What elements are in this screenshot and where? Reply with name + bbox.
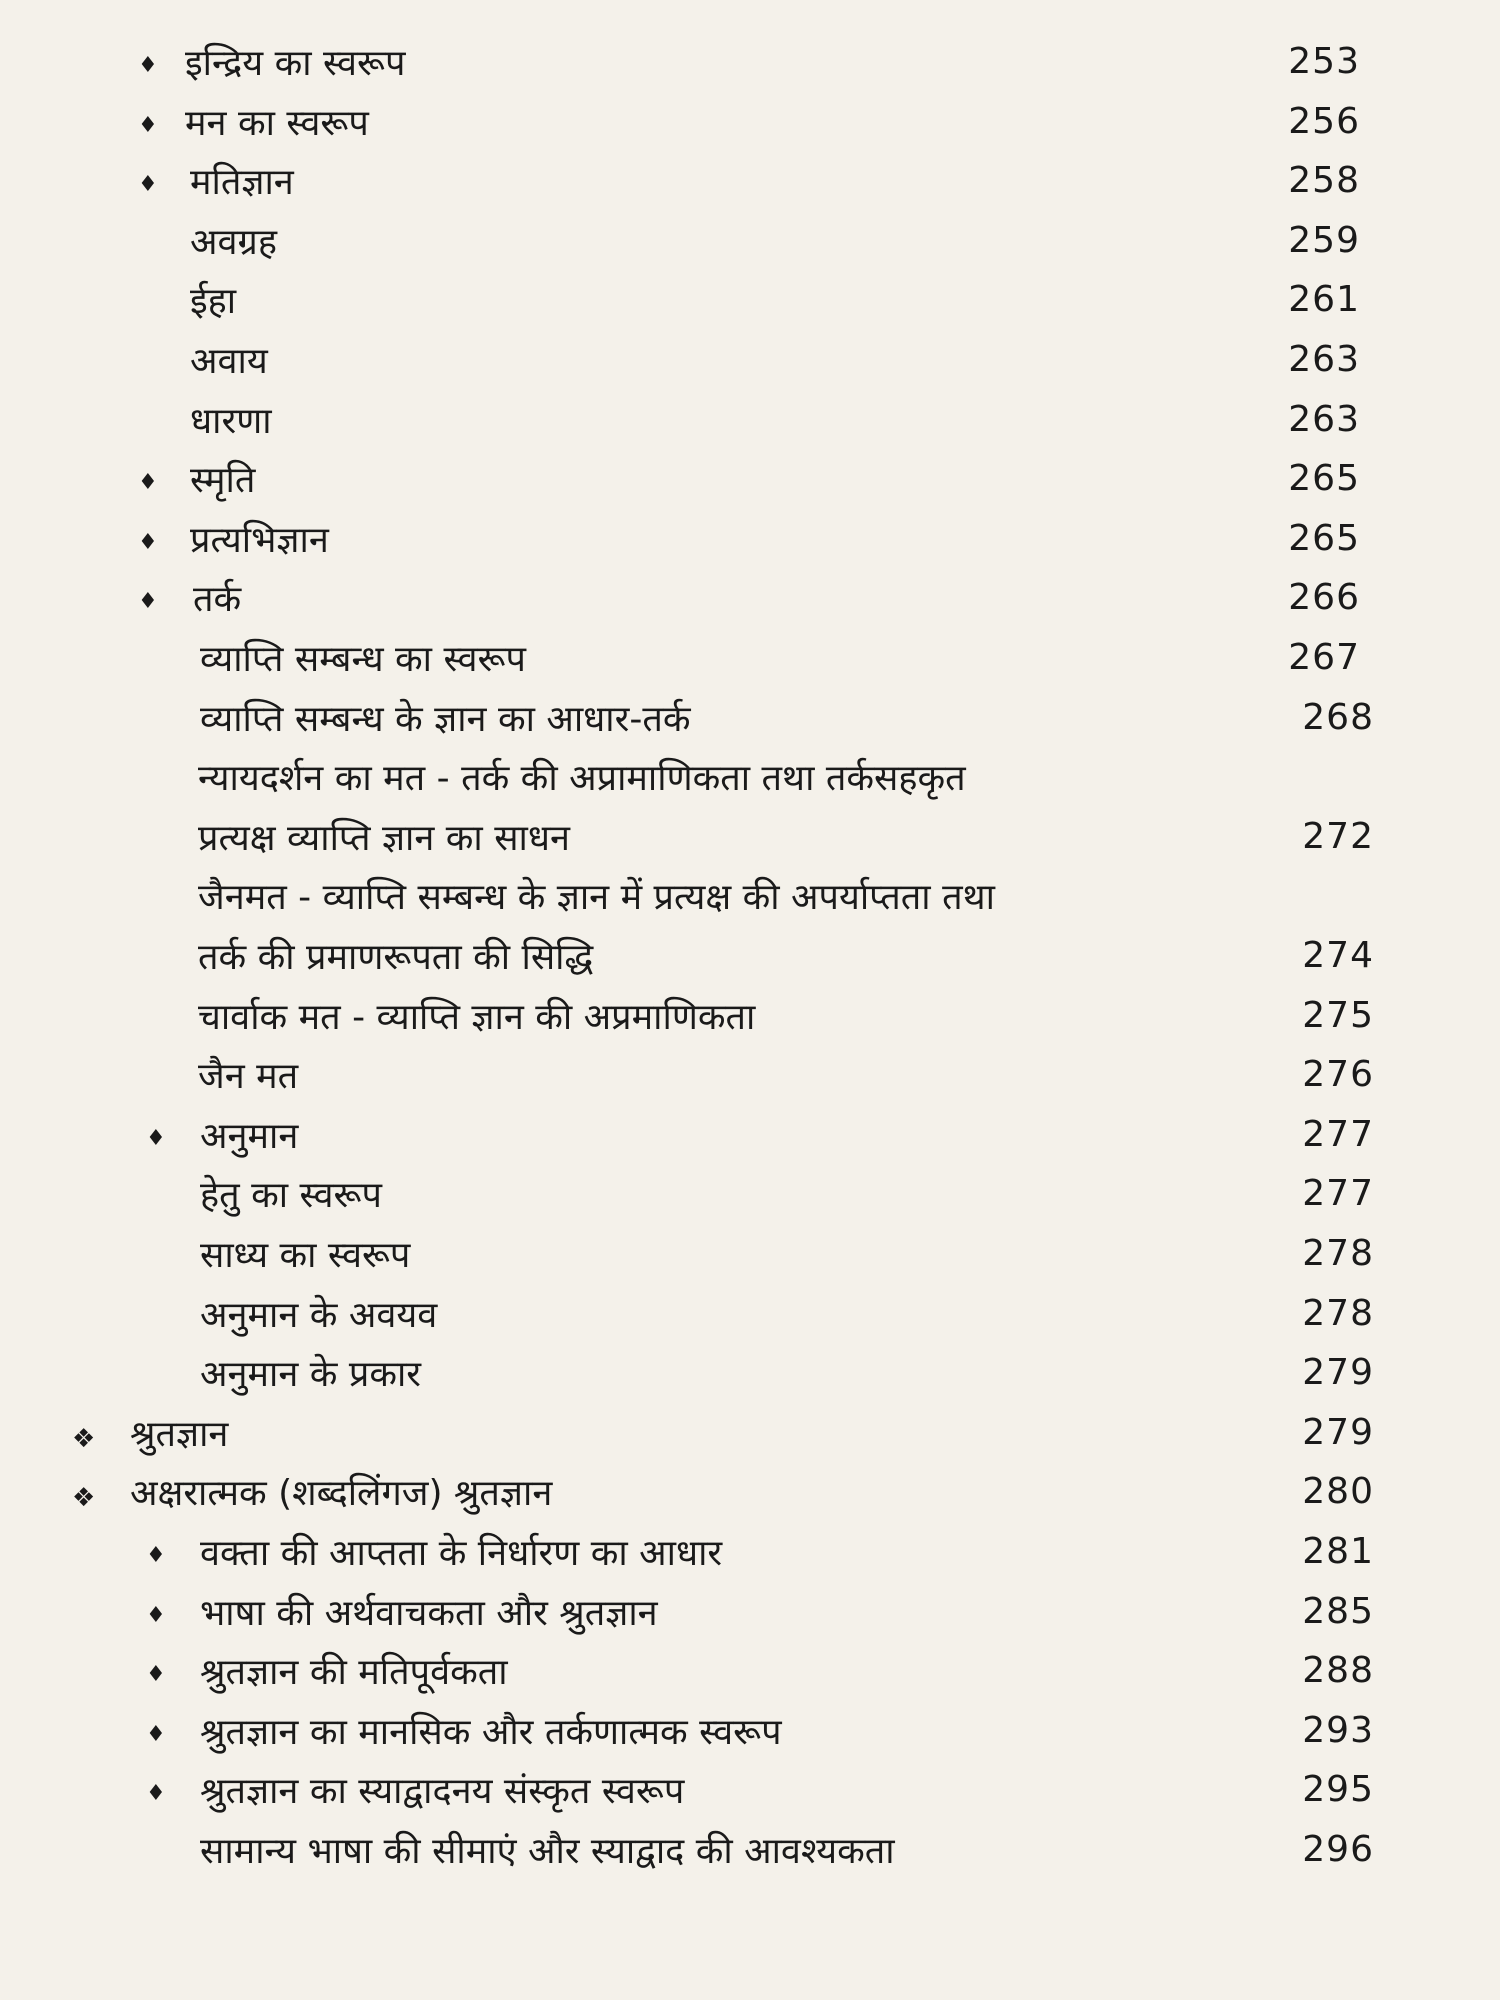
toc-entry-page-number: 276 xyxy=(1302,1054,1374,1096)
toc-entry[interactable] xyxy=(0,696,1500,756)
toc-entry-page-number: 279 xyxy=(1302,1411,1374,1453)
toc-entry-page-number: 296 xyxy=(1302,1829,1374,1870)
toc-entry-page-number: 293 xyxy=(1302,1709,1374,1751)
toc-entry-title: व्याप्ति सम्बन्ध के ज्ञान का आधार-तर्क xyxy=(200,698,691,740)
toc-entry-title: साध्य का स्वरूप xyxy=(200,1235,411,1276)
fancy-bullet-icon: ❖ xyxy=(72,1483,96,1514)
toc-entry[interactable] xyxy=(0,398,1500,458)
diamond-bullet-icon: ♦ xyxy=(138,529,158,555)
toc-entry-title: श्रुतज्ञान का स्याद्वादनय संस्कृत स्वरूप xyxy=(200,1771,685,1813)
toc-entry-title: अनुमान के अवयव xyxy=(200,1294,438,1336)
toc-entry-page-number: 285 xyxy=(1302,1590,1374,1632)
diamond-bullet-icon: ♦ xyxy=(146,1543,166,1568)
toc-entry[interactable] xyxy=(0,278,1500,338)
toc-entry-title: इन्द्रिय का स्वरूप xyxy=(185,43,406,84)
toc-entry[interactable] xyxy=(0,576,1500,636)
toc-entry-page-number: 267 xyxy=(1288,637,1360,678)
toc-entry-page-number: 295 xyxy=(1302,1769,1374,1811)
toc-entry[interactable] xyxy=(0,338,1500,398)
diamond-bullet-icon: ♦ xyxy=(138,470,158,496)
toc-entry[interactable] xyxy=(0,815,1500,875)
toc-entry[interactable] xyxy=(0,874,1500,934)
toc-entry[interactable] xyxy=(0,1172,1500,1232)
toc-entry[interactable] xyxy=(0,755,1500,815)
toc-entry-page-number: 256 xyxy=(1288,100,1360,142)
toc-entry[interactable] xyxy=(0,40,1500,100)
toc-entry-page-number: 278 xyxy=(1302,1233,1374,1274)
toc-entry[interactable] xyxy=(0,159,1500,219)
toc-entry[interactable] xyxy=(0,1590,1500,1650)
toc-entry-title: प्रत्यक्ष व्याप्ति ज्ञान का साधन xyxy=(198,817,570,859)
toc-entry[interactable] xyxy=(0,994,1500,1054)
toc-entry-title: अनुमान के प्रकार xyxy=(200,1354,422,1396)
toc-entry[interactable] xyxy=(0,934,1500,994)
diamond-bullet-icon: ♦ xyxy=(146,1125,166,1151)
toc-entry-page-number: 263 xyxy=(1288,339,1360,380)
toc-entry-title: जैन मत xyxy=(198,1056,299,1098)
toc-entry-page-number: 258 xyxy=(1288,160,1360,202)
toc-entry-page-number: 261 xyxy=(1288,279,1360,321)
toc-entry-page-number: 275 xyxy=(1302,994,1374,1036)
toc-entry-title: न्यायदर्शन का मत - तर्क की अप्रामाणिकता तथा तर्कसहकृत xyxy=(198,758,966,800)
toc-entry-page-number: 259 xyxy=(1288,219,1360,261)
toc-entry[interactable] xyxy=(0,1709,1500,1769)
toc-entry-page-number: 272 xyxy=(1302,815,1374,857)
toc-entry-page-number: 288 xyxy=(1302,1650,1374,1692)
toc-entry[interactable] xyxy=(0,219,1500,279)
diamond-bullet-icon: ♦ xyxy=(146,1721,166,1747)
toc-entry-title: ईहा xyxy=(190,281,237,323)
toc-entry-title: जैनमत - व्याप्ति सम्बन्ध के ज्ञान में प्रत्यक्ष की अपर्याप्तता तथा xyxy=(198,877,995,919)
diamond-bullet-icon: ♦ xyxy=(138,53,158,78)
toc-entry-page-number: 253 xyxy=(1288,41,1360,82)
toc-entry[interactable] xyxy=(0,1530,1500,1590)
toc-entry[interactable] xyxy=(0,1113,1500,1173)
diamond-bullet-icon: ♦ xyxy=(138,172,158,198)
toc-entry-title: वक्ता की आप्तता के निर्धारण का आधार xyxy=(200,1533,723,1574)
toc-entry-title: अनुमान xyxy=(200,1115,299,1157)
diamond-bullet-icon: ♦ xyxy=(146,1781,166,1807)
toc-entry-page-number: 263 xyxy=(1288,398,1360,440)
toc-entry-title: श्रुतज्ञान की मतिपूर्वकता xyxy=(200,1652,508,1694)
toc-entry-title: मतिज्ञान xyxy=(190,162,294,204)
toc-entry-page-number: 281 xyxy=(1302,1531,1374,1572)
toc-entry-page-number: 265 xyxy=(1288,458,1360,500)
toc-entry[interactable] xyxy=(0,1828,1500,1888)
toc-entry[interactable] xyxy=(0,1411,1500,1471)
toc-entry-title: चार्वाक मत - व्याप्ति ज्ञान की अप्रमाणिकता xyxy=(198,996,756,1038)
toc-entry-title: तर्क xyxy=(193,579,242,621)
toc-entry[interactable] xyxy=(0,1470,1500,1530)
toc-entry-title: श्रुतज्ञान xyxy=(130,1413,229,1455)
toc-entry[interactable] xyxy=(0,1768,1500,1828)
toc-entry-page-number: 277 xyxy=(1302,1173,1374,1215)
toc-entry-title: अवग्रह xyxy=(190,221,277,263)
toc-entry-page-number: 280 xyxy=(1302,1471,1374,1513)
toc-entry[interactable] xyxy=(0,636,1500,696)
toc-entry-title: अक्षरात्मक (शब्दलिंगज) श्रुतज्ञान xyxy=(130,1473,553,1515)
toc-entry-title: मन का स्वरूप xyxy=(185,102,369,144)
toc-entry-page-number: 266 xyxy=(1288,577,1360,619)
toc-entry-page-number: 268 xyxy=(1302,696,1374,738)
diamond-bullet-icon: ♦ xyxy=(146,1662,166,1688)
toc-entry[interactable] xyxy=(0,1649,1500,1709)
toc-entry[interactable] xyxy=(0,517,1500,577)
toc-entry-title: हेतु का स्वरूप xyxy=(200,1175,382,1217)
toc-entry-page-number: 278 xyxy=(1302,1292,1374,1334)
toc-entry[interactable] xyxy=(0,1292,1500,1352)
toc-entry-title: तर्क की प्रमाणरूपता की सिद्धि xyxy=(198,937,594,978)
toc-entry-title: प्रत्यभिज्ञान xyxy=(190,519,329,561)
toc-entry-title: भाषा की अर्थवाचकता और श्रुतज्ञान xyxy=(200,1592,658,1634)
fancy-bullet-icon: ❖ xyxy=(72,1423,96,1454)
toc-entry-title: श्रुतज्ञान का मानसिक और तर्कणात्मक स्वरूप xyxy=(200,1711,782,1753)
toc-entry[interactable] xyxy=(0,1232,1500,1292)
toc-entry-page-number: 265 xyxy=(1288,517,1360,559)
toc-entry-title: सामान्य भाषा की सीमाएं और स्याद्वाद की आवश्यकता xyxy=(200,1831,895,1872)
toc-entry[interactable] xyxy=(0,457,1500,517)
diamond-bullet-icon: ♦ xyxy=(138,589,158,615)
toc-entry[interactable] xyxy=(0,1053,1500,1113)
toc-entry-page-number: 274 xyxy=(1302,935,1374,976)
toc-entry-title: व्याप्ति सम्बन्ध का स्वरूप xyxy=(200,639,526,680)
toc-entry-page-number: 279 xyxy=(1302,1352,1374,1394)
toc-entry-title: स्मृति xyxy=(190,460,256,502)
diamond-bullet-icon: ♦ xyxy=(146,1602,166,1628)
diamond-bullet-icon: ♦ xyxy=(138,112,158,138)
toc-entry-title: धारणा xyxy=(190,400,272,442)
toc-entry-page-number: 277 xyxy=(1302,1113,1374,1155)
toc-entry[interactable] xyxy=(0,100,1500,160)
toc-entry-title: अवाय xyxy=(190,341,268,382)
toc-entry[interactable] xyxy=(0,1351,1500,1411)
